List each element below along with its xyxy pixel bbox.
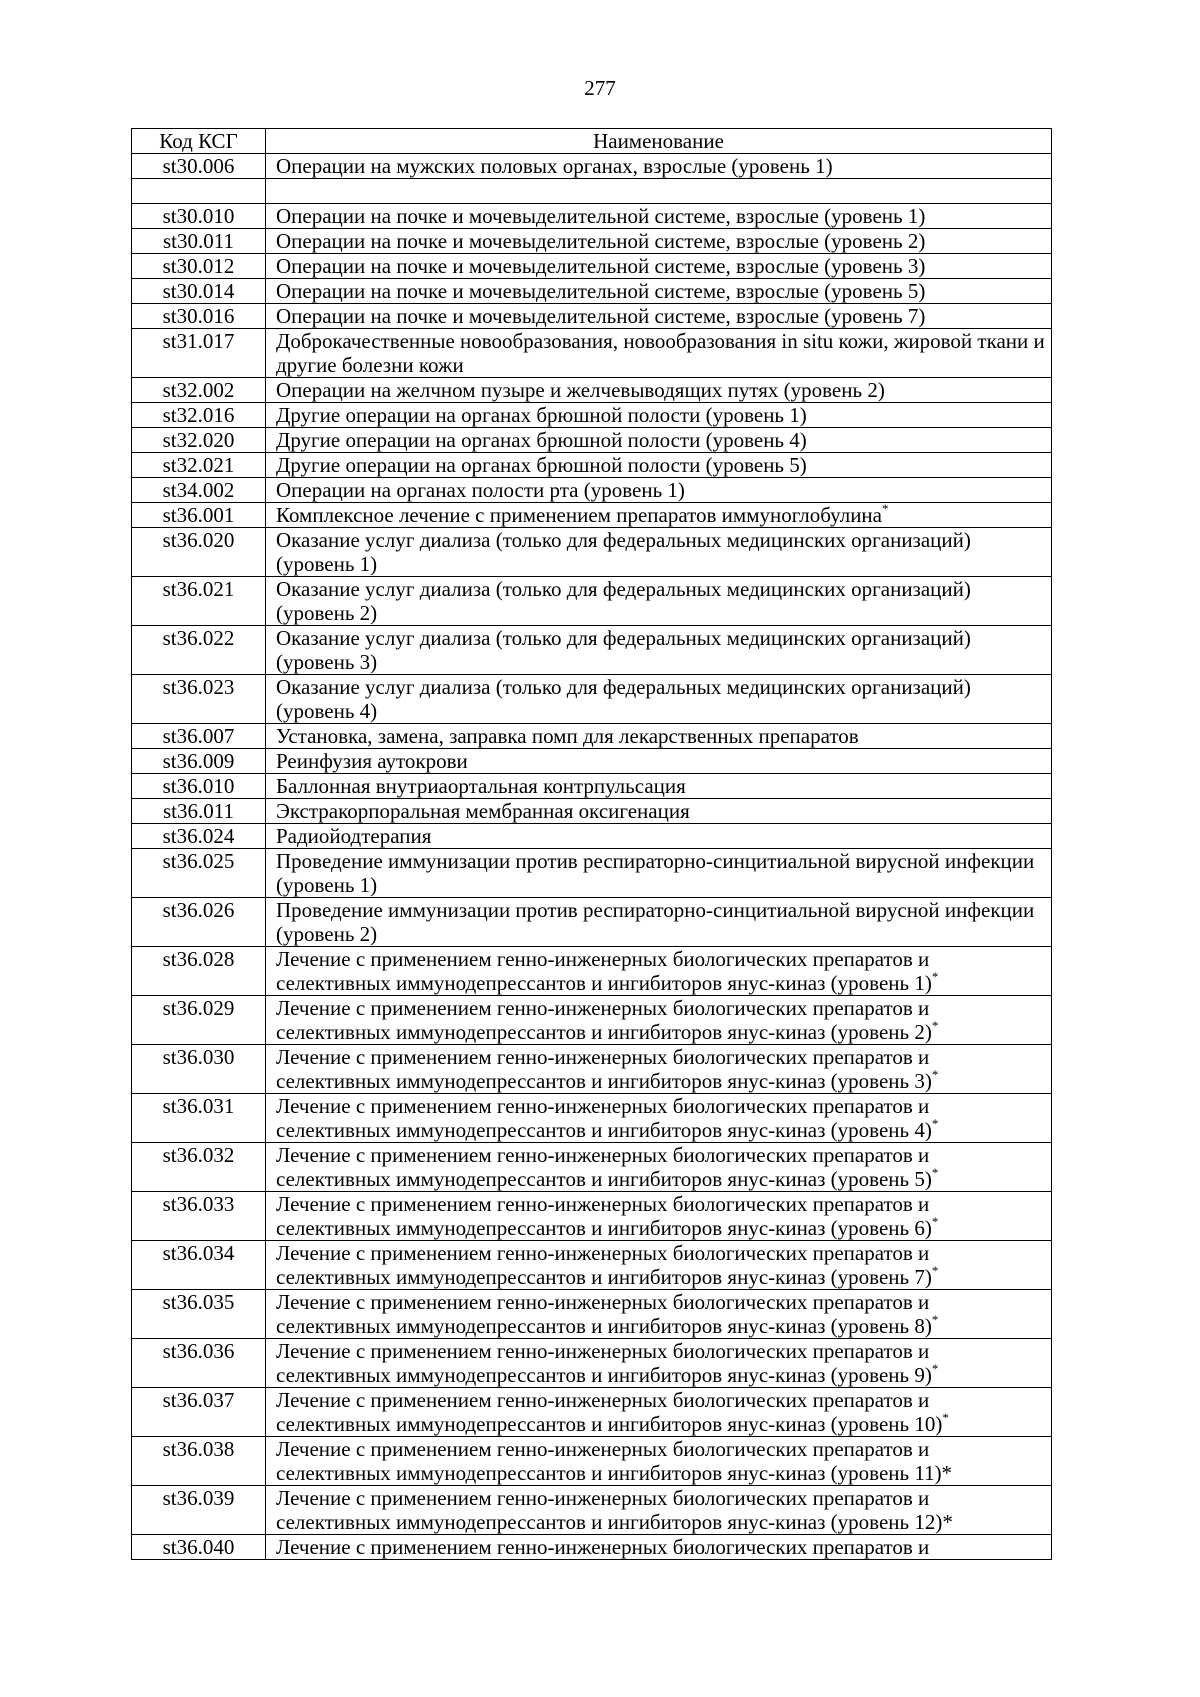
table-row (132, 577, 1052, 626)
ksg-name-cell (266, 453, 1052, 478)
ksg-name-cell (266, 378, 1052, 403)
ksg-name-cell (266, 528, 1052, 577)
ksg-name-text: Проведение иммунизации против респираторно-синцитиальной вирусной инфекции (уровень 2) (276, 898, 1035, 946)
ksg-name-text: Лечение с применением генно-инженерных биологических препаратов и селективных иммунодепрессантов и ингибиторов янус-киназ (уровень 7) (276, 1241, 932, 1289)
ksg-code-cell: st36.020 (132, 528, 266, 577)
header-name: Наименование (266, 129, 1052, 154)
ksg-code-cell: st31.017 (132, 329, 266, 378)
table-row (132, 849, 1052, 898)
ksg-code-cell: st32.020 (132, 428, 266, 453)
ksg-code-cell: st36.031 (132, 1094, 266, 1143)
ksg-code-cell: st36.033 (132, 1192, 266, 1241)
ksg-code-cell: st36.034 (132, 1241, 266, 1290)
ksg-name-cell (266, 849, 1052, 898)
table-row (132, 179, 1052, 204)
ksg-name-cell (266, 279, 1052, 304)
footnote-asterisk: * (931, 1067, 939, 1082)
ksg-name-text: Лечение с применением генно-инженерных биологических препаратов и селективных иммунодепрессантов и ингибиторов янус-киназ (уровень 10) (276, 1388, 943, 1436)
table-row (132, 898, 1052, 947)
ksg-name-text: Радиойодтерапия (276, 824, 432, 848)
table-body (132, 154, 1052, 1560)
ksg-name-text: Комплексное лечение с применением препаратов иммуноглобулина (276, 503, 882, 527)
ksg-name-cell (266, 1339, 1052, 1388)
ksg-code-cell: st36.030 (132, 1045, 266, 1094)
ksg-code-cell: st36.009 (132, 749, 266, 774)
table-row (132, 1094, 1052, 1143)
ksg-code-cell: st36.021 (132, 577, 266, 626)
ksg-name-text: Лечение с применением генно-инженерных биологических препаратов и (276, 1535, 930, 1559)
ksg-code-cell: st30.016 (132, 304, 266, 329)
ksg-code-cell: st36.024 (132, 824, 266, 849)
table-row (132, 453, 1052, 478)
table-row (132, 626, 1052, 675)
ksg-code-cell: st36.035 (132, 1290, 266, 1339)
ksg-table (131, 128, 1052, 1560)
ksg-name-text: Операции на желчном пузыре и желчевыводящих путях (уровень 2) (276, 378, 885, 402)
table-row (132, 528, 1052, 577)
footnote-asterisk: * (931, 1018, 939, 1033)
ksg-name-text: Лечение с применением генно-инженерных биологических препаратов и селективных иммунодепрессантов и ингибиторов янус-киназ (уровень 4) (276, 1094, 932, 1142)
ksg-name-text: Операции на органах полости рта (уровень 1) (276, 478, 685, 502)
ksg-name-cell (266, 204, 1052, 229)
ksg-name-cell (266, 329, 1052, 378)
table-row (132, 1535, 1052, 1560)
footnote-asterisk: * (931, 1361, 939, 1376)
ksg-name-text: Оказание услуг диализа (только для федеральных медицинских организаций) (уровень 2) (276, 577, 971, 625)
ksg-name-text: Лечение с применением генно-инженерных биологических препаратов и селективных иммунодепрессантов и ингибиторов янус-киназ (уровень 12)* (276, 1486, 953, 1534)
table-row (132, 1290, 1052, 1339)
ksg-name-cell (266, 478, 1052, 503)
ksg-code-cell: st32.002 (132, 378, 266, 403)
ksg-name-cell (266, 996, 1052, 1045)
ksg-name-text: Другие операции на органах брюшной полости (уровень 5) (276, 453, 807, 477)
ksg-name-text: Операции на почке и мочевыделительной системе, взрослые (уровень 7) (276, 304, 926, 328)
ksg-name-cell (266, 947, 1052, 996)
ksg-name-cell (266, 503, 1052, 528)
footnote-asterisk: * (931, 1116, 939, 1131)
table-row (132, 1241, 1052, 1290)
ksg-code-cell: st36.028 (132, 947, 266, 996)
ksg-name-text: Другие операции на органах брюшной полости (уровень 4) (276, 428, 807, 452)
ksg-name-cell (266, 229, 1052, 254)
ksg-code-cell: st36.011 (132, 799, 266, 824)
table-row (132, 1192, 1052, 1241)
footnote-asterisk: * (931, 969, 939, 984)
ksg-name-cell (266, 428, 1052, 453)
ksg-code-cell: st36.038 (132, 1437, 266, 1486)
ksg-code-cell: st30.012 (132, 254, 266, 279)
ksg-name-cell (266, 1094, 1052, 1143)
ksg-name-cell (266, 799, 1052, 824)
table-row (132, 1437, 1052, 1486)
ksg-name-cell (266, 1045, 1052, 1094)
ksg-code-cell: st30.006 (132, 154, 266, 179)
ksg-name-cell (266, 626, 1052, 675)
ksg-name-cell (266, 154, 1052, 179)
table-row (132, 428, 1052, 453)
ksg-name-text: Операции на почке и мочевыделительной системе, взрослые (уровень 3) (276, 254, 926, 278)
table-row (132, 824, 1052, 849)
footnote-asterisk: * (931, 1312, 939, 1327)
ksg-name-cell (266, 724, 1052, 749)
footnote-asterisk: * (882, 501, 889, 516)
header-code: Код КСГ (132, 129, 266, 154)
table-row (132, 154, 1052, 179)
ksg-name-text: Лечение с применением генно-инженерных биологических препаратов и селективных иммунодепрессантов и ингибиторов янус-киназ (уровень 11)* (276, 1437, 953, 1485)
table-row (132, 403, 1052, 428)
ksg-code-cell: st30.014 (132, 279, 266, 304)
ksg-code-cell: st36.023 (132, 675, 266, 724)
ksg-code-cell: st34.002 (132, 478, 266, 503)
ksg-name-text: Операции на почке и мочевыделительной системе, взрослые (уровень 5) (276, 279, 926, 303)
table-row (132, 724, 1052, 749)
ksg-code-cell: st36.032 (132, 1143, 266, 1192)
ksg-name-text: Лечение с применением генно-инженерных биологических препаратов и селективных иммунодепрессантов и ингибиторов янус-киназ (уровень 5) (276, 1143, 932, 1191)
ksg-name-text: Оказание услуг диализа (только для федеральных медицинских организаций) (уровень 1) (276, 528, 971, 576)
ksg-name-cell (266, 1143, 1052, 1192)
ksg-code-cell: st32.021 (132, 453, 266, 478)
ksg-name-cell (266, 898, 1052, 947)
ksg-name-text: Операции на почке и мочевыделительной системе, взрослые (уровень 1) (276, 204, 926, 228)
ksg-name-text: Операции на почке и мочевыделительной системе, взрослые (уровень 2) (276, 229, 926, 253)
footnote-asterisk: * (931, 1214, 939, 1229)
ksg-name-text: Лечение с применением генно-инженерных биологических препаратов и селективных иммунодепрессантов и ингибиторов янус-киназ (уровень 1) (276, 947, 932, 995)
table-row (132, 996, 1052, 1045)
ksg-name-cell (266, 774, 1052, 799)
table-row (132, 1143, 1052, 1192)
ksg-name-text: Оказание услуг диализа (только для федеральных медицинских организаций) (уровень 4) (276, 675, 971, 723)
ksg-name-text: Реинфузия аутокрови (276, 749, 468, 773)
ksg-code-cell: st36.025 (132, 849, 266, 898)
ksg-name-text: Операции на мужских половых органах, взрослые (уровень 1) (276, 154, 833, 178)
ksg-name-cell (266, 179, 1052, 204)
ksg-code-cell (132, 179, 266, 204)
ksg-code-cell: st32.016 (132, 403, 266, 428)
ksg-name-text: Лечение с применением генно-инженерных биологических препаратов и селективных иммунодепрессантов и ингибиторов янус-киназ (уровень 8) (276, 1290, 932, 1338)
ksg-code-cell: st36.026 (132, 898, 266, 947)
table-row (132, 749, 1052, 774)
ksg-name-cell (266, 304, 1052, 329)
table-row (132, 378, 1052, 403)
ksg-name-cell (266, 1290, 1052, 1339)
ksg-code-cell: st30.010 (132, 204, 266, 229)
ksg-name-cell (266, 1388, 1052, 1437)
footnote-asterisk: * (942, 1410, 949, 1425)
table-row (132, 478, 1052, 503)
page-number: 277 (584, 76, 616, 100)
table-row (132, 329, 1052, 378)
ksg-name-cell (266, 675, 1052, 724)
ksg-name-text: Лечение с применением генно-инженерных биологических препаратов и селективных иммунодепрессантов и ингибиторов янус-киназ (уровень 9) (276, 1339, 932, 1387)
ksg-name-cell (266, 577, 1052, 626)
ksg-name-cell (266, 1192, 1052, 1241)
ksg-name-cell (266, 403, 1052, 428)
table-row (132, 254, 1052, 279)
ksg-code-cell: st36.001 (132, 503, 266, 528)
table-row (132, 279, 1052, 304)
ksg-name-text: Баллонная внутриаортальная контрпульсация (276, 774, 686, 798)
ksg-name-text: Проведение иммунизации против респираторно-синцитиальной вирусной инфекции (уровень 1) (276, 849, 1035, 897)
table-row (132, 1486, 1052, 1535)
footnote-asterisk: * (931, 1165, 939, 1180)
ksg-name-text: Лечение с применением генно-инженерных биологических препаратов и селективных иммунодепрессантов и ингибиторов янус-киназ (уровень 6) (276, 1192, 932, 1240)
ksg-name-cell (266, 824, 1052, 849)
table-row (132, 1388, 1052, 1437)
table-row (132, 1339, 1052, 1388)
ksg-code-cell: st36.040 (132, 1535, 266, 1560)
table-row (132, 1045, 1052, 1094)
ksg-name-cell (266, 1486, 1052, 1535)
ksg-code-cell: st36.007 (132, 724, 266, 749)
ksg-name-cell (266, 254, 1052, 279)
table-row (132, 304, 1052, 329)
ksg-name-text: Установка, замена, заправка помп для лекарственных препаратов (276, 724, 859, 748)
footnote-asterisk: * (931, 1263, 939, 1278)
ksg-code-cell: st30.011 (132, 229, 266, 254)
table-header-row (132, 129, 1052, 154)
ksg-name-cell (266, 1535, 1052, 1560)
ksg-name-cell (266, 1437, 1052, 1486)
ksg-name-text: Лечение с применением генно-инженерных биологических препаратов и селективных иммунодепрессантов и ингибиторов янус-киназ (уровень 3) (276, 1045, 932, 1093)
ksg-code-cell: st36.036 (132, 1339, 266, 1388)
table-row (132, 799, 1052, 824)
table-row (132, 204, 1052, 229)
ksg-code-cell: st36.010 (132, 774, 266, 799)
ksg-code-cell: st36.029 (132, 996, 266, 1045)
ksg-code-cell: st36.039 (132, 1486, 266, 1535)
table-row (132, 675, 1052, 724)
table-row (132, 947, 1052, 996)
ksg-name-text: Оказание услуг диализа (только для федеральных медицинских организаций) (уровень 3) (276, 626, 971, 674)
ksg-name-cell (266, 1241, 1052, 1290)
ksg-code-cell: st36.037 (132, 1388, 266, 1437)
ksg-name-text: Лечение с применением генно-инженерных биологических препаратов и селективных иммунодепрессантов и ингибиторов янус-киназ (уровень 2) (276, 996, 932, 1044)
ksg-name-text: Экстракорпоральная мембранная оксигенация (276, 799, 690, 823)
ksg-name-text: Другие операции на органах брюшной полости (уровень 1) (276, 403, 807, 427)
ksg-name-cell (266, 749, 1052, 774)
ksg-name-text: Доброкачественные новообразования, новообразования in situ кожи, жировой ткани и другие болезни кожи (276, 329, 1045, 377)
table-row (132, 229, 1052, 254)
ksg-code-cell: st36.022 (132, 626, 266, 675)
table-row (132, 503, 1052, 528)
table-row (132, 774, 1052, 799)
